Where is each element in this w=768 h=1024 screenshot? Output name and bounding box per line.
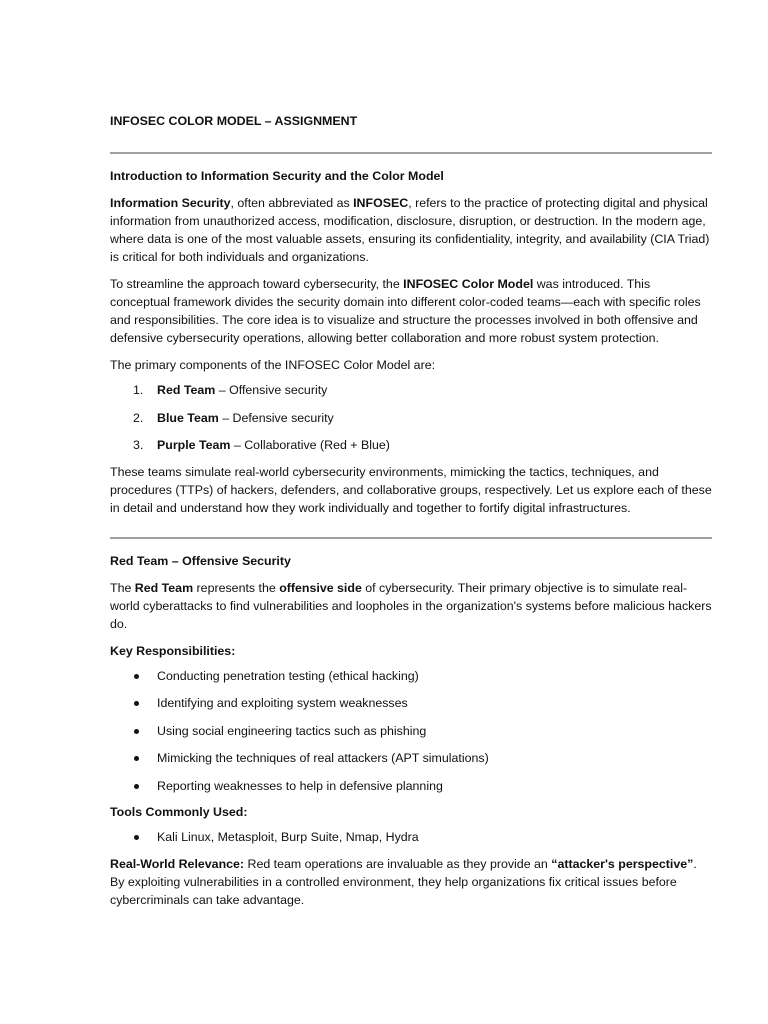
text: Red team operations are invaluable as they provide an — [244, 856, 552, 871]
text: To streamline the approach toward cybersecurity, the — [110, 277, 404, 291]
red-team-paragraph — [110, 579, 712, 633]
bullet-icon — [134, 784, 139, 789]
bullet-icon — [134, 835, 139, 840]
text: was introduced. This conceptual framework divides the security domain into different color-coded teams—each with specific roles and responsibilities. The core idea is to visualize and structure the processes involved in both offensive and defensive cybersecurity operations, allowing better collaboration and more robust system protection. — [110, 277, 701, 345]
list-number: 1. — [133, 383, 144, 397]
teams-list — [110, 381, 712, 454]
team-name: Purple Team — [157, 438, 231, 452]
bold-text: Real-World Relevance: — [110, 856, 245, 871]
intro-paragraph-2 — [110, 275, 712, 347]
red-team-heading: Red Team – Offensive Security — [110, 553, 291, 568]
text: . By exploiting vulnerabilities in a controlled environment, they help organizations fix critical issues before cybercriminals can take advantage. — [110, 856, 697, 907]
bold-text: Red Team — [134, 580, 194, 595]
section-divider — [110, 537, 712, 539]
bold-text: INFOSEC — [353, 196, 409, 210]
team-desc: – Collaborative (Red + Blue) — [230, 438, 390, 452]
bullet-icon — [134, 729, 139, 734]
list-item — [110, 381, 712, 399]
list-number: 2. — [133, 410, 144, 425]
team-desc: – Offensive security — [215, 383, 328, 397]
team-desc: – Defensive security — [218, 410, 334, 425]
bold-text: “attacker's perspective” — [551, 856, 694, 871]
list-item — [110, 777, 712, 795]
list-item — [110, 749, 712, 767]
text: The — [110, 580, 135, 595]
document-title: INFOSEC COLOR MODEL – ASSIGNMENT — [110, 114, 358, 128]
tools-list — [110, 828, 712, 846]
team-name: Red Team — [157, 383, 216, 397]
intro-paragraph-3: The primary components of the INFOSEC Color Model are: — [110, 358, 436, 372]
responsibilities-label: Key Responsibilities: — [110, 643, 236, 658]
intro-heading: Introduction to Information Security and the Color Model — [110, 169, 444, 183]
list-number: 3. — [133, 438, 144, 452]
text: represents the — [193, 580, 280, 595]
list-item-text: Conducting penetration testing (ethical hacking) — [157, 668, 419, 683]
list-item-text: Using social engineering tactics such as phishing — [157, 723, 427, 738]
list-item-text: Reporting weaknesses to help in defensive planning — [157, 778, 443, 793]
document-page — [110, 112, 712, 909]
team-name: Blue Team — [157, 410, 219, 425]
section-divider — [110, 152, 712, 154]
bold-text: offensive side — [279, 580, 362, 595]
list-item-text: Kali Linux, Metasploit, Burp Suite, Nmap, Hydra — [157, 830, 419, 844]
bullet-icon — [134, 701, 139, 706]
bullet-icon — [134, 756, 139, 761]
text: of cybersecurity. Their primary objective is to simulate real-world cyberattacks to find vulnerabilities and loopholes in the organization's systems before malicious hackers do. — [110, 580, 712, 631]
list-item-text: Identifying and exploiting system weaknesses — [157, 696, 408, 710]
intro-paragraph-1 — [110, 194, 712, 266]
tools-label: Tools Commonly Used: — [110, 805, 248, 819]
list-item — [110, 828, 712, 846]
intro-paragraph-4: These teams simulate real-world cybersecurity environments, mimicking the tactics, techniques, and procedures (TTPs) of hackers, defenders, and collaborative groups, respectively. Let us explore each of these in detail and understand how they work individually and together to fortify digital infrastructures. — [110, 464, 712, 515]
list-item — [110, 409, 712, 427]
text: , often abbreviated as — [230, 196, 354, 210]
list-item — [110, 436, 712, 454]
relevance-paragraph — [110, 855, 712, 909]
responsibilities-list — [110, 667, 712, 795]
list-item — [110, 694, 712, 712]
bullet-icon — [134, 674, 139, 679]
bold-text: Information Security — [110, 196, 231, 210]
bold-text: INFOSEC Color Model — [403, 277, 534, 291]
list-item — [110, 667, 712, 685]
list-item-text: Mimicking the techniques of real attackers (APT simulations) — [157, 751, 489, 765]
text: , refers to the practice of protecting digital and physical information from unauthorized access, modification, disclosure, disruption, or destruction. In the modern age, where data is one of the most valuable assets, ensuring its confidentiality, integrity, and availability (CIA Triad) is critical for both individuals and organizations. — [110, 196, 710, 264]
list-item — [110, 722, 712, 740]
